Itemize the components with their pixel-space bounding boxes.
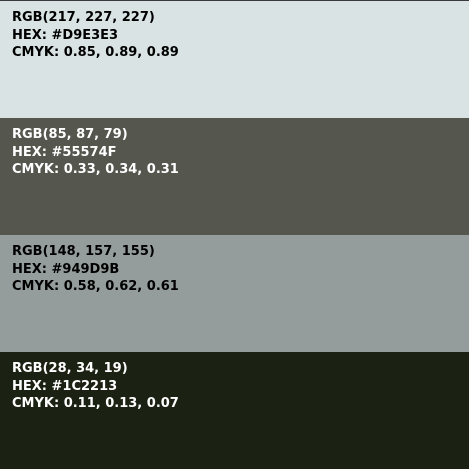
cmyk-value: CMYK: 0.33, 0.34, 0.31 [12,162,179,177]
hex-value: HEX: #55574F [12,144,117,160]
cmyk-value: CMYK: 0.58, 0.62, 0.61 [12,279,179,294]
color-swatch-1 [0,1,469,118]
color-swatch-2 [0,118,469,235]
hex-value: HEX: #D9E3E3 [12,27,119,43]
rgb-value: RGB(85, 87, 79) [12,127,128,142]
cmyk-value: CMYK: 0.11, 0.13, 0.07 [12,396,179,411]
rgb-value: RGB(148, 157, 155) [12,244,155,259]
cmyk-value: CMYK: 0.85, 0.89, 0.89 [12,45,179,60]
color-swatch-4 [0,352,469,469]
color-swatch-3 [0,235,469,352]
hex-value: HEX: #1C2213 [12,378,118,394]
rgb-value: RGB(217, 227, 227) [12,10,155,25]
rgb-value: RGB(28, 34, 19) [12,361,128,376]
hex-value: HEX: #949D9B [12,261,120,277]
